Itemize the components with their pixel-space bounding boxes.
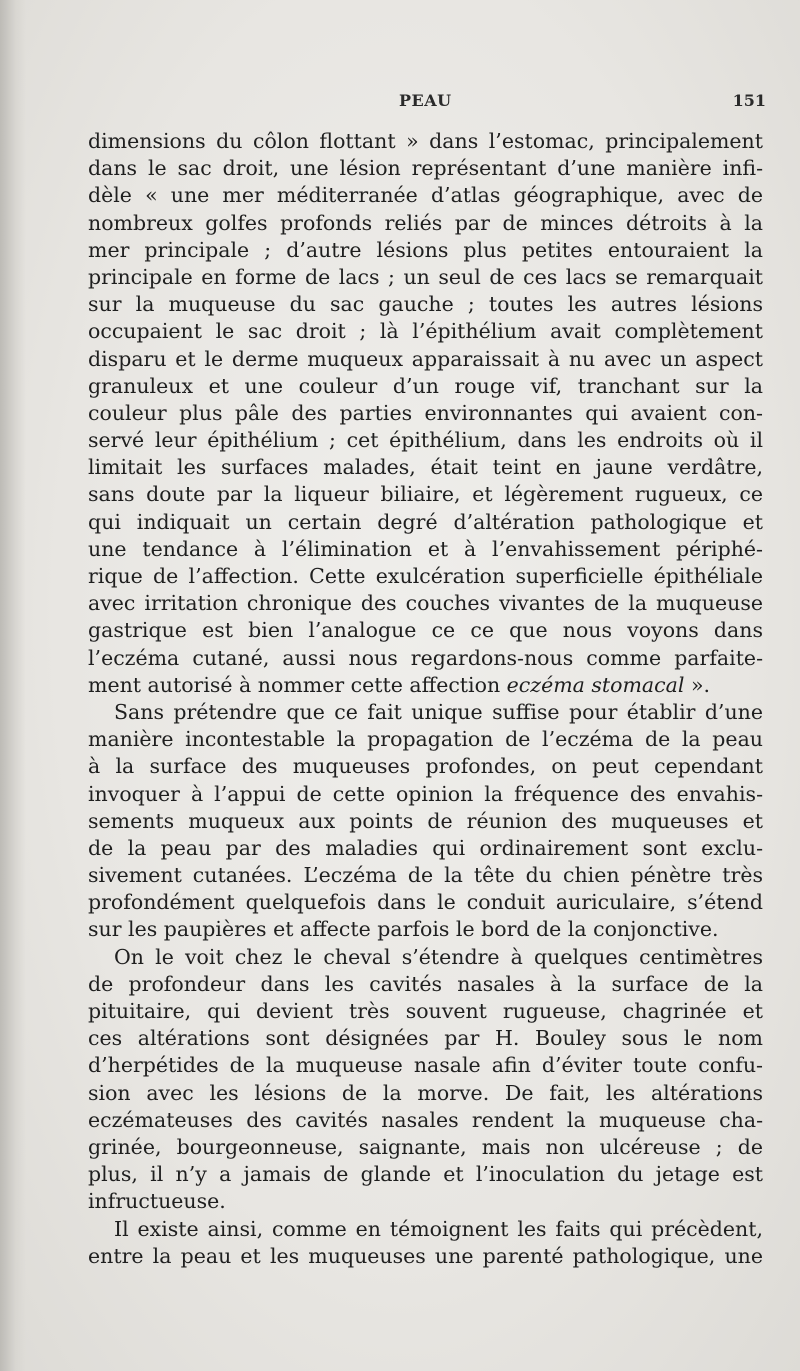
text-line	[88, 346, 763, 373]
text-line	[88, 1243, 763, 1270]
text-line-content: disparu et le derme muqueux apparaissait à nu avec un aspect	[88, 346, 763, 371]
text-line	[88, 1188, 763, 1215]
page-header	[88, 91, 768, 119]
page-number: 151	[732, 91, 766, 110]
text-line-content: invoquer à l’appui de cette opinion la fréquence des envahis-	[88, 781, 763, 806]
text-line-content: Sans prétendre que ce fait unique suffise pour établir d’une	[114, 699, 763, 724]
text-line	[88, 672, 763, 699]
text-line	[88, 862, 763, 889]
text-line	[88, 835, 763, 862]
text-line	[88, 509, 763, 536]
text-line	[88, 1216, 763, 1243]
text-line-content: sion avec les lésions de la morve. De fait, les altérations	[88, 1080, 763, 1105]
text-line-content: pituitaire, qui devient très souvent rugueuse, chagrinée et	[88, 999, 763, 1023]
text-line	[88, 481, 763, 508]
text-line-content: entre la peau et les muqueuses une parenté pathologique, une	[88, 1243, 763, 1268]
text-line	[88, 781, 763, 808]
text-line	[88, 454, 763, 481]
text-line-content: ces altérations sont désignées par H. Bouley sous le nom	[88, 1026, 763, 1051]
text-line	[88, 889, 763, 916]
text-line	[88, 590, 763, 617]
text-line	[88, 971, 763, 998]
text-line-content: occupaient le sac droit ; là l’épithélium avait complètement	[88, 319, 763, 344]
text-line-content: limitait les surfaces malades, était teint en jaune verdâtre,	[88, 455, 763, 480]
text-line-content: sivement cutanées. L’eczéma de la tête du chien pénètre très	[88, 863, 763, 888]
text-line	[88, 1025, 763, 1052]
text-line-content: ment autorisé à nommer cette affection	[88, 672, 507, 697]
text-line	[88, 808, 763, 835]
text-line-content: sur la muqueuse du sac gauche ; toutes les autres lésions	[88, 292, 763, 317]
text-line-content: infructueuse.	[88, 1189, 226, 1214]
text-line	[88, 916, 763, 943]
text-line	[88, 645, 763, 672]
text-line-content: avec irritation chronique des couches vivantes de la muqueuse	[88, 591, 763, 616]
text-line-content: rique de l’affection. Cette exulcération superficielle épithéliale	[88, 564, 763, 588]
text-line-content: gastrique est bien l’analogue ce ce que nous voyons dans	[88, 618, 763, 643]
text-line	[88, 182, 763, 209]
text-line	[88, 237, 763, 264]
text-line-content: grinée, bourgeonneuse, saignante, mais non ulcéreuse ; de	[88, 1134, 763, 1159]
text-line-content: de la peau par des maladies qui ordinairement sont exclu-	[88, 835, 763, 860]
text-line	[88, 264, 763, 291]
text-line-content: qui indiquait un certain degré d’altération pathologique et	[88, 509, 763, 534]
text-line-content: l’eczéma cutané, aussi nous regardons-nous comme parfaite-	[88, 645, 763, 670]
text-line	[88, 617, 763, 644]
text-line-content: mer principale ; d’autre lésions plus petites entouraient la	[88, 237, 763, 262]
text-line-content: plus, il n’y a jamais de glande et l’inoculation du jetage est	[88, 1162, 763, 1187]
text-line	[88, 400, 763, 427]
body-text	[88, 128, 763, 1270]
text-line-content: manière incontestable la propagation de l’eczéma de la peau	[88, 727, 763, 752]
text-line	[88, 944, 763, 971]
text-line-content: Il existe ainsi, comme en témoignent les faits qui précèdent,	[114, 1216, 763, 1241]
text-line-content: de profondeur dans les cavités nasales à la surface de la	[88, 971, 763, 996]
running-title: PEAU	[399, 91, 452, 110]
text-line	[88, 291, 763, 318]
text-line	[88, 536, 763, 563]
text-line-content: nombreux golfes profonds reliés par de minces détroits à la	[88, 210, 763, 235]
text-line-content: une tendance à l’élimination et à l’envahissement périphé-	[88, 536, 763, 561]
text-line	[88, 699, 763, 726]
text-line	[88, 427, 763, 454]
text-line-content: sans doute par la liqueur biliaire, et légèrement rugueux, ce	[88, 482, 763, 507]
text-line-content: dèle « une mer méditerranée d’atlas géographique, avec de	[88, 183, 763, 208]
text-line-content: servé leur épithélium ; cet épithélium, dans les endroits où il	[88, 428, 763, 453]
text-line	[88, 128, 763, 155]
page-binding-shadow	[0, 0, 26, 1371]
text-line-content: couleur plus pâle des parties environnantes qui avaient con-	[88, 400, 763, 425]
text-line	[88, 726, 763, 753]
text-line-content: à la surface des muqueuses profondes, on peut cependant	[88, 754, 763, 779]
text-line-content: dimensions du côlon flottant » dans l’estomac, principalement	[88, 129, 763, 153]
text-line	[88, 373, 763, 400]
text-line-content: eczémateuses des cavités nasales rendent la muqueuse cha-	[88, 1107, 763, 1132]
text-line-content: sur les paupières et affecte parfois le bord de la conjonctive.	[88, 917, 719, 942]
text-line-content: dans le sac droit, une lésion représentant d’une manière infi-	[88, 156, 763, 181]
text-line-content: sements muqueux aux points de réunion des muqueuses et	[88, 808, 763, 833]
text-line	[88, 1161, 763, 1188]
text-line	[88, 155, 763, 182]
italic-term: eczéma stomacal	[506, 672, 685, 697]
text-line-content: granuleux et une couleur d’un rouge vif, tranchant sur la	[88, 373, 763, 398]
text-line	[88, 998, 763, 1025]
text-line	[88, 1052, 763, 1079]
text-line	[88, 753, 763, 780]
text-line	[88, 1107, 763, 1134]
text-line-content: profondément quelquefois dans le conduit auriculaire, s’étend	[88, 890, 763, 915]
text-line-content: d’herpétides de la muqueuse nasale afin d’éviter toute confu-	[88, 1053, 763, 1078]
text-line	[88, 1134, 763, 1161]
text-line	[88, 1080, 763, 1107]
text-line-tail: ».	[684, 672, 710, 697]
text-line-content: principale en forme de lacs ; un seul de ces lacs se remarquait	[88, 264, 763, 289]
text-line	[88, 210, 763, 237]
text-line	[88, 563, 763, 590]
text-line-content: On le voit chez le cheval s’étendre à quelques centimètres	[114, 944, 763, 969]
text-line	[88, 318, 763, 345]
